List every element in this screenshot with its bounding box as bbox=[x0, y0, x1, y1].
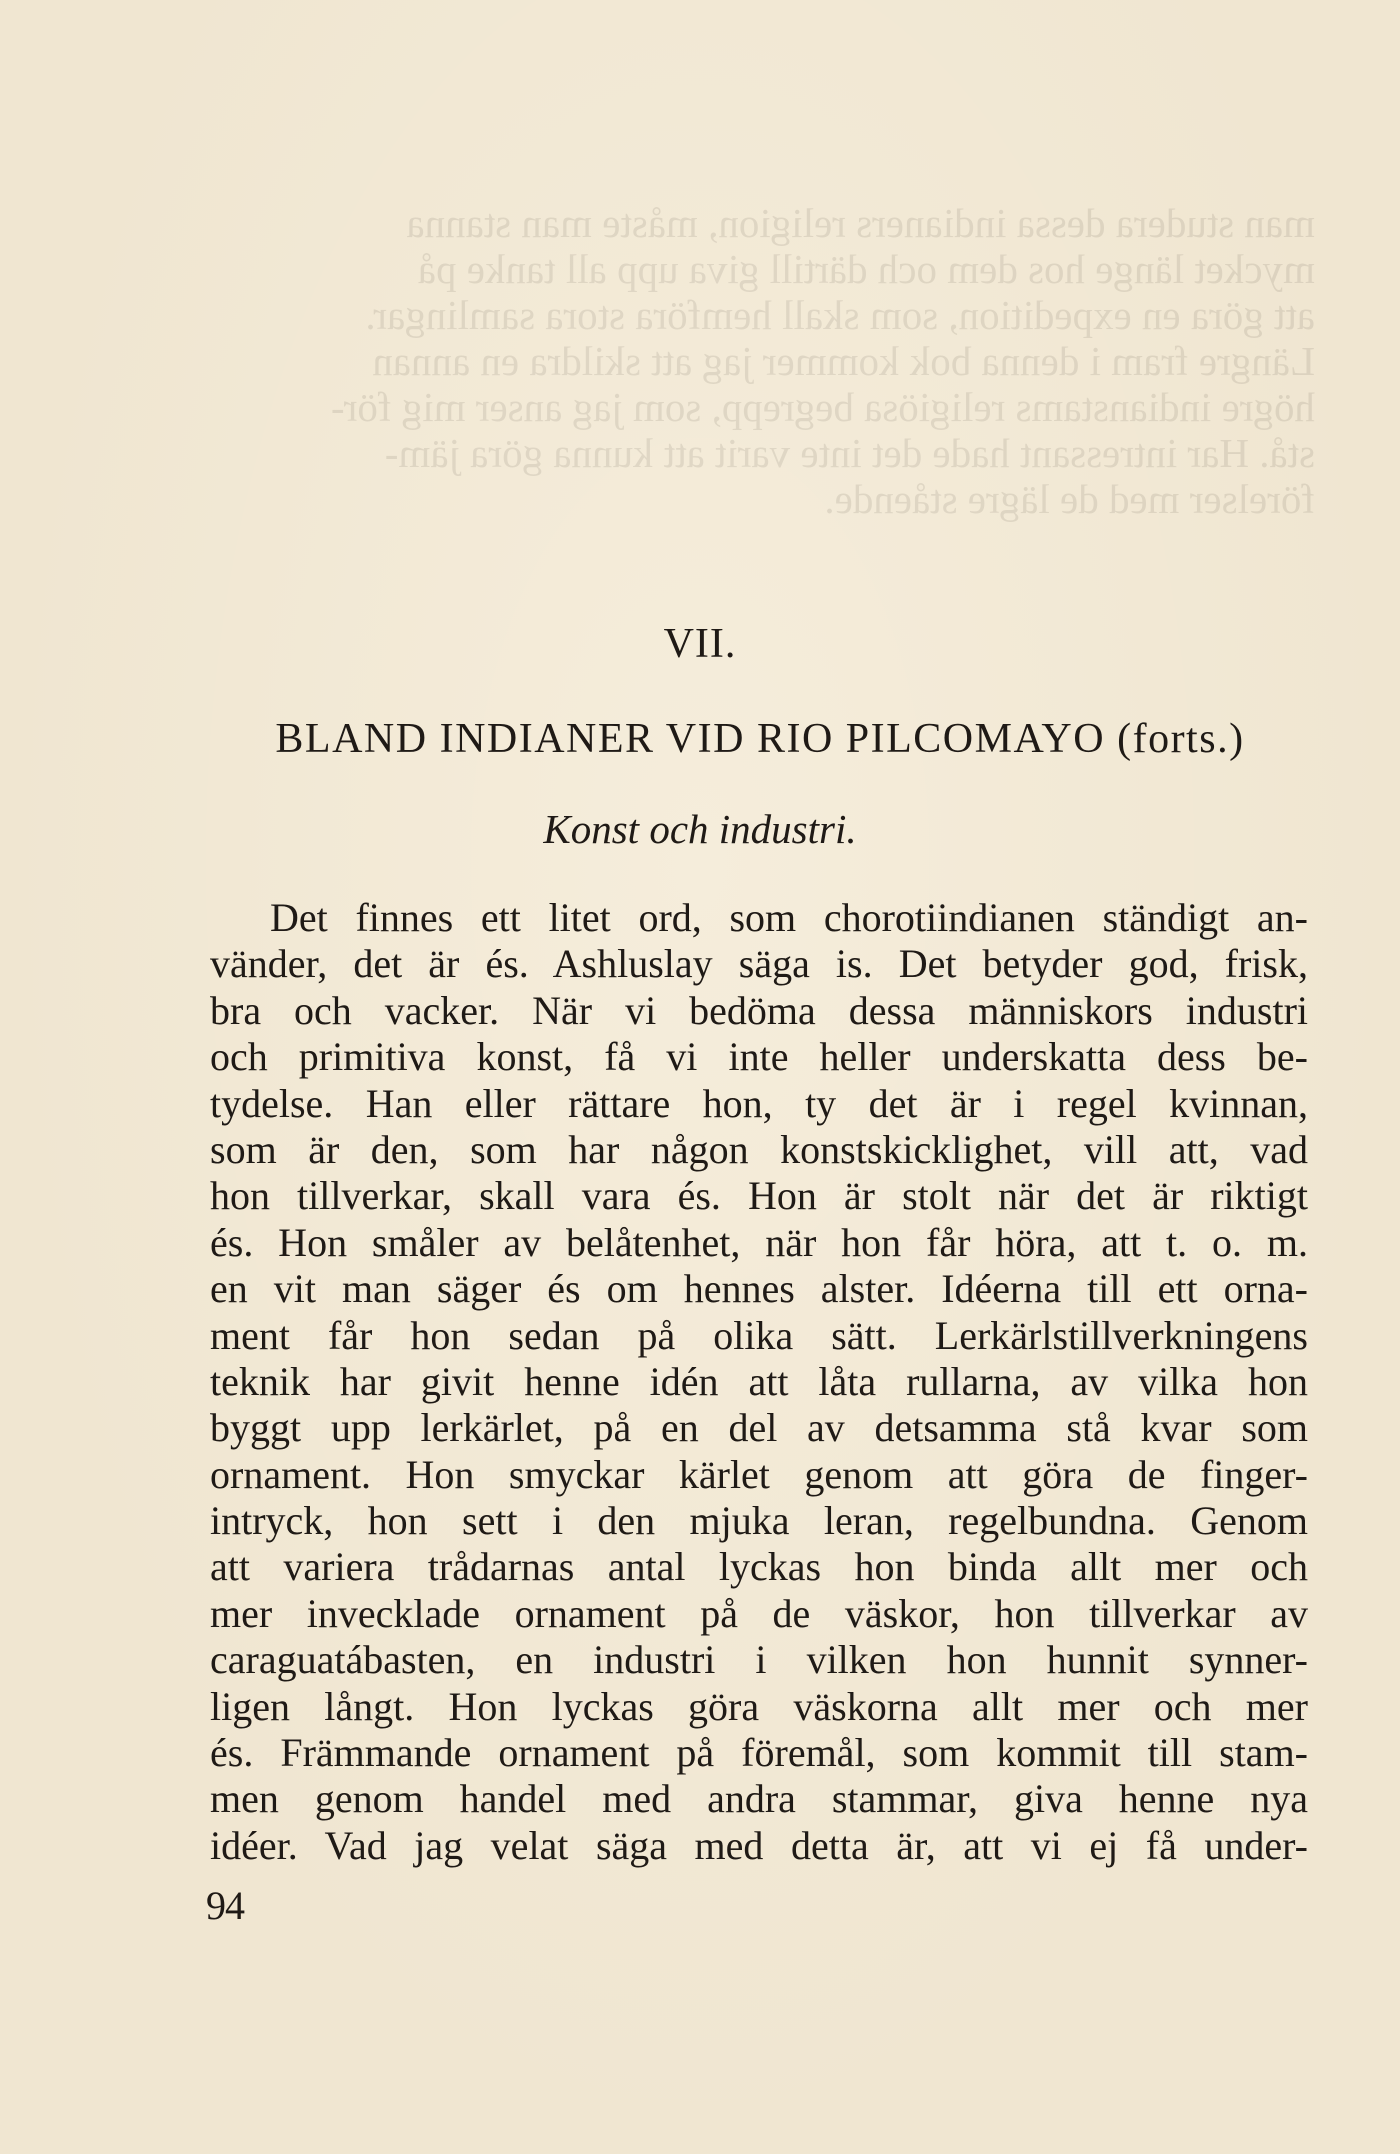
body-line: bra och vacker. När vi bedöma dessa människors industri bbox=[210, 987, 1308, 1033]
body-line: men genom handel med andra stammar, giva henne nya bbox=[210, 1776, 1308, 1822]
body-line: vänder, det är és. Ashluslay säga is. Det betyder god, frisk, bbox=[210, 941, 1308, 987]
bleed-line: stå. Har intressant hade det inte varit att kunna göra jäm- bbox=[384, 430, 1315, 476]
body-line: att variera trådarnas antal lyckas hon binda allt mer och bbox=[210, 1544, 1308, 1590]
body-line: intryck, hon sett i den mjuka leran, regelbundna. Genom bbox=[210, 1498, 1308, 1544]
body-line: och primitiva konst, få vi inte heller underskatta dess be- bbox=[210, 1034, 1308, 1080]
bleed-line: Längre fram i denna bok kommer jag att skildra en annan bbox=[372, 338, 1315, 384]
body-line: mer invecklade ornament på de väskor, hon tillverkar av bbox=[210, 1590, 1308, 1636]
chapter-title: BLAND INDIANER VID RIO PILCOMAYO (forts.) bbox=[275, 716, 1245, 762]
body-line: teknik har givit henne idén att låta rullarna, av vilka hon bbox=[210, 1358, 1308, 1404]
bleed-through-text bbox=[205, 200, 1315, 530]
body-line: idéer. Vad jag velat säga med detta är, att vi ej få under- bbox=[210, 1822, 1308, 1868]
body-line: caraguatábasten, en industri i vilken hon hunnit synner- bbox=[210, 1637, 1308, 1683]
bleed-line: högre indianstams religiösa begrepp, som jag anser mig för- bbox=[330, 384, 1315, 430]
body-line: en vit man säger és om hennes alster. Idéerna till ett orna- bbox=[210, 1266, 1308, 1312]
page-number: 94 bbox=[206, 1883, 244, 1928]
body-line: ligen långt. Hon lyckas göra väskorna allt mer och mer bbox=[210, 1683, 1308, 1729]
chapter-number: VII. bbox=[663, 621, 737, 667]
body-paragraph bbox=[210, 895, 1308, 1869]
bleed-line: att göra en expedition, som skall hemföra stora samlingar. bbox=[365, 292, 1315, 338]
bleed-line: man studera dessa indianers religion, måste man stanna bbox=[406, 200, 1315, 246]
body-line: és. Främmande ornament på föremål, som kommit till stam- bbox=[210, 1730, 1308, 1776]
body-line: és. Hon småler av belåtenhet, när hon får höra, att t. o. m. bbox=[210, 1219, 1308, 1265]
body-line: ment får hon sedan på olika sätt. Lerkärlstillverkningens bbox=[210, 1312, 1308, 1358]
body-line: Det finnes ett litet ord, som chorotiindianen ständigt an- bbox=[270, 895, 1308, 940]
section-title: Konst och industri. bbox=[543, 806, 857, 852]
body-line: som är den, som har någon konstskicklighet, vill att, vad bbox=[210, 1126, 1308, 1172]
body-line: hon tillverkar, skall vara és. Hon är stolt när det är riktigt bbox=[210, 1173, 1308, 1219]
bleed-line: förelser med de lägre stående. bbox=[824, 476, 1315, 522]
bleed-line: mycket länge hos dem och därtill giva upp all tanke på bbox=[417, 246, 1315, 292]
body-line: tydelse. Han eller rättare hon, ty det är i regel kvinnan, bbox=[210, 1080, 1308, 1126]
body-line: ornament. Hon smyckar kärlet genom att göra de finger- bbox=[210, 1451, 1308, 1497]
body-line: byggt upp lerkärlet, på en del av detsamma stå kvar som bbox=[210, 1405, 1308, 1451]
